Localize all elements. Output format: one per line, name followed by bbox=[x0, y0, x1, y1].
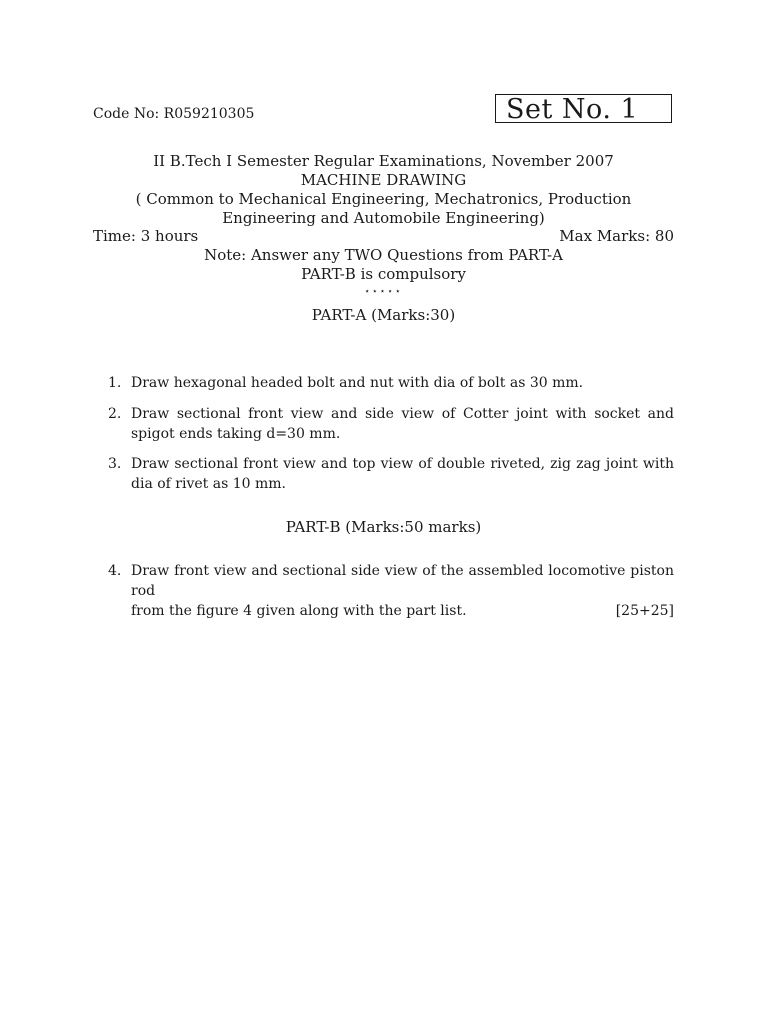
question-number: 3. bbox=[108, 456, 122, 472]
question-text: Draw sectional front view and top view of double riveted, zig zag joint with dia of rivet as 10 mm. bbox=[131, 456, 674, 492]
question-number: 4. bbox=[108, 563, 122, 579]
subject-title: MACHINE DRAWING bbox=[300, 171, 467, 189]
common-branches-line-1: ( Common to Mechanical Engineering, Mechatronics, Production bbox=[135, 190, 632, 208]
part-a-heading: PART-A (Marks:30) bbox=[311, 306, 456, 324]
code-number: Code No: R059210305 bbox=[93, 106, 255, 122]
question-2 bbox=[108, 404, 674, 444]
question-text: Draw hexagonal headed bolt and nut with dia of bolt as 30 mm. bbox=[131, 375, 584, 391]
question-text: Draw sectional front view and side view of Cotter joint with socket and spigot ends taking d=30 mm. bbox=[131, 406, 674, 442]
question-marks: [25+25] bbox=[615, 603, 674, 619]
compulsory-note: PART-B is compulsory bbox=[301, 265, 466, 283]
question-text-line-1: Draw front view and sectional side view of the assembled locomotive piston rod bbox=[131, 563, 674, 599]
max-marks: Max Marks: 80 bbox=[559, 227, 674, 245]
question-text-line-2: from the figure 4 given along with the part list. bbox=[131, 603, 467, 619]
instruction-note: Note: Answer any TWO Questions from PART-A bbox=[204, 246, 563, 264]
set-number-box: Set No. 1 bbox=[495, 94, 672, 123]
common-branches-line-2: Engineering and Automobile Engineering) bbox=[222, 209, 545, 227]
question-number: 2. bbox=[108, 406, 122, 422]
question-4 bbox=[108, 561, 674, 621]
exam-title: II B.Tech I Semester Regular Examinations, November 2007 bbox=[153, 152, 614, 170]
time-allowed: Time: 3 hours bbox=[93, 227, 199, 245]
question-text-line-2-row bbox=[131, 601, 674, 621]
time-marks-row bbox=[93, 227, 674, 245]
question-number: 1. bbox=[108, 375, 122, 391]
star-separator: ⋆⋆⋆⋆⋆ bbox=[364, 287, 403, 297]
part-b-heading: PART-B (Marks:50 marks) bbox=[285, 518, 482, 536]
question-3 bbox=[108, 454, 674, 494]
question-1 bbox=[108, 373, 674, 393]
